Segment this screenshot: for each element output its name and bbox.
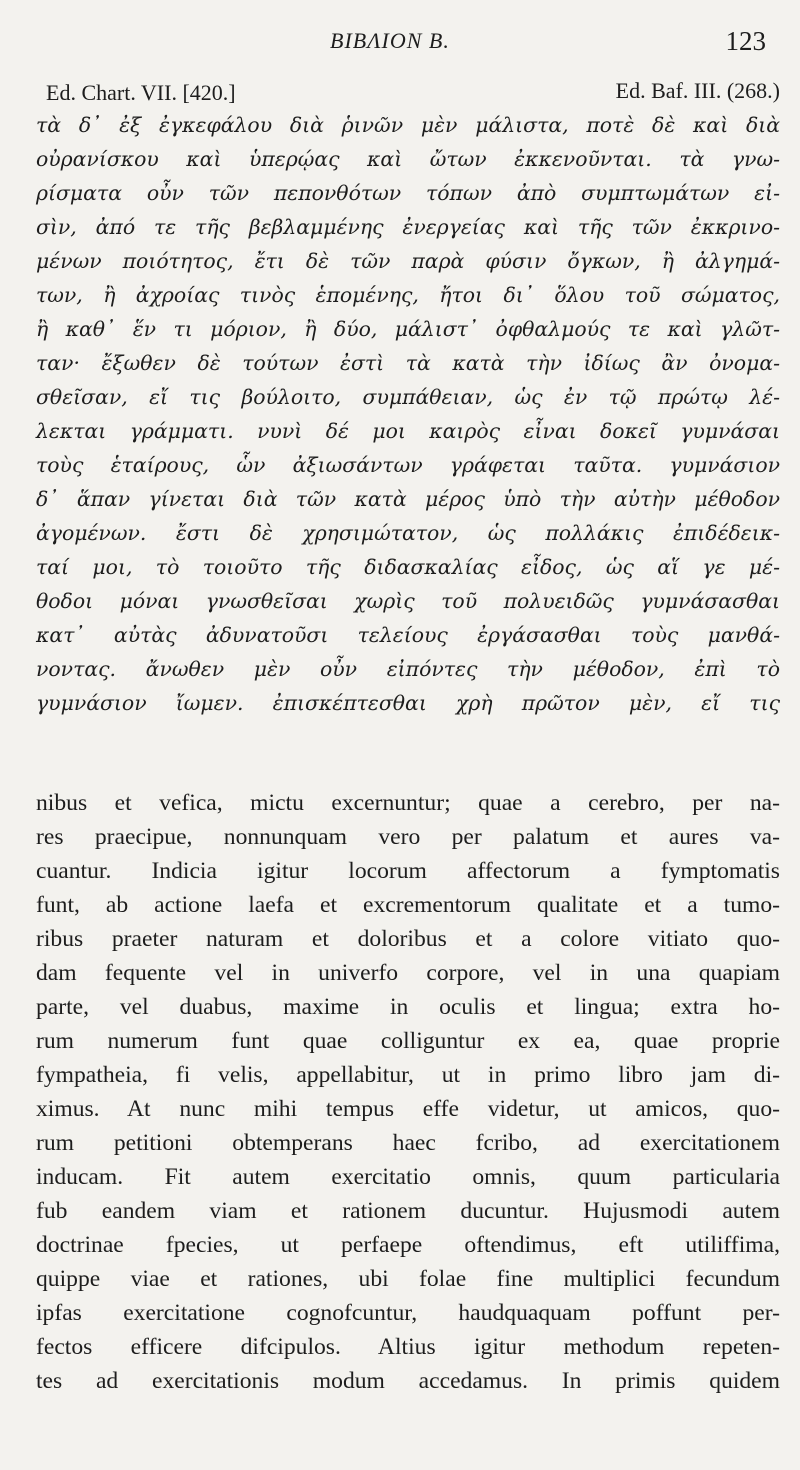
latin-text-line: fub eandem viam et rationem ducuntur. Hujusmodi autem: [36, 1198, 780, 1224]
edition-reference-left: Ed. Chart. VII. [420.]: [46, 80, 236, 105]
latin-text-line: rum numerum funt quae colliguntur ex ea, quae proprie: [36, 1028, 780, 1054]
greek-text-line: δ᾽ ἅπαν γίνεται διὰ τῶν κατὰ μέρος ὑπὸ τὴν αὐτὴν μέθοδον: [36, 487, 780, 511]
latin-text-line: quippe viae et rationes, ubi folae fine multiplici fecundum: [36, 1266, 780, 1292]
greek-text-line: κατ᾽ αὐτὰς ἀδυνατοῦσι τελείους ἐργάσασθαι τοὺς μανθά-: [36, 623, 780, 647]
latin-text-line: inducam. Fit autem exercitatio omnis, quum particularia: [36, 1164, 780, 1190]
latin-text-line: nibus et vefica, mictu excernuntur; quae a cerebro, per na-: [36, 790, 780, 816]
greek-text-line: σθεῖσαν, εἴ τις βούλοιτο, συμπάθειαν, ὡς ἐν τῷ πρώτῳ λέ-: [36, 385, 780, 409]
greek-text-line: των, ἢ ἀχροίας τινὸς ἑπομένης, ἤτοι δι᾽ ὅλου τοῦ σώματος,: [36, 283, 780, 307]
latin-text-line: fympatheia, fi velis, appellabitur, ut in primo libro jam di-: [36, 1062, 780, 1088]
latin-text-line: ipfas exercitatione cognofcuntur, haudquaquam poffunt per-: [36, 1300, 780, 1326]
greek-text-block: [36, 108, 780, 720]
latin-text-line: rum petitioni obtemperans haec fcribo, ad exercitationem: [36, 1130, 780, 1156]
running-title: BIBΛΙΟΝ B.: [330, 28, 450, 53]
latin-text-line: dam fequente vel in univerfo corpore, vel in una quapiam: [36, 960, 780, 986]
edition-reference-right: Ed. Baf. III. (268.): [615, 78, 780, 103]
latin-text-line: doctrinae fpecies, ut perfaepe oftendimus, eft utiliffima,: [36, 1232, 780, 1258]
greek-text-line: οὐρανίσκου καὶ ὑπερῴας καὶ ὤτων ἐκκενοῦνται. τὰ γνω-: [36, 147, 780, 171]
greek-text-line: ἢ καθ᾽ ἕν τι μόριον, ἢ δύο, μάλιστ᾽ ὀφθαλμούς τε καὶ γλῶτ-: [36, 317, 780, 341]
latin-text-line: tes ad exercitationis modum accedamus. In primis quidem: [36, 1368, 780, 1394]
greek-text-line: ταν· ἔξωθεν δὲ τούτων ἐστὶ τὰ κατὰ τὴν ἰδίως ἂν ὀνομα-: [36, 351, 780, 375]
greek-text-line: θοδοι μόναι γνωσθεῖσαι χωρὶς τοῦ πολυειδῶς γυμνάσασθαι: [36, 589, 780, 613]
latin-text-line: parte, vel duabus, maxime in oculis et lingua; extra ho-: [36, 994, 780, 1020]
greek-text-line: γυμνάσιον ἴωμεν. ἐπισκέπτεσθαι χρὴ πρῶτον μὲν, εἴ τις: [36, 691, 780, 715]
greek-text-line: ταί μοι, τὸ τοιοῦτο τῆς διδασκαλίας εἶδος, ὡς αἵ γε μέ-: [36, 555, 780, 579]
page-number: 123: [725, 26, 766, 56]
greek-text-line: μένων ποιότητος, ἔτι δὲ τῶν παρὰ φύσιν ὄγκων, ἢ ἀλγημά-: [36, 249, 780, 273]
latin-text-block: [36, 786, 780, 1398]
greek-text-line: νοντας. ἄνωθεν μὲν οὖν εἰπόντες τὴν μέθοδον, ἐπὶ τὸ: [36, 657, 780, 681]
greek-text-line: τὰ δ᾽ ἐξ ἐγκεφάλου διὰ ῥινῶν μὲν μάλιστα, ποτὲ δὲ καὶ διὰ: [36, 113, 780, 137]
latin-text-line: res praecipue, nonnunquam vero per palatum et aures va-: [36, 824, 780, 850]
greek-text-line: ρίσματα οὖν τῶν πεπονθότων τόπων ἀπὸ συμπτωμάτων εἰ-: [36, 181, 780, 205]
greek-text-line: σὶν, ἀπό τε τῆς βεβλαμμένης ἐνεργείας καὶ τῆς τῶν ἐκκρινο-: [36, 215, 780, 239]
latin-text-line: ximus. At nunc mihi tempus effe videtur, ut amicos, quo-: [36, 1096, 780, 1122]
greek-text-line: τοὺς ἑταίρους, ὧν ἀξιωσάντων γράφεται ταῦτα. γυμνάσιον: [36, 453, 780, 477]
greek-text-line: λεκται γράμματι. νυνὶ δέ μοι καιρὸς εἶναι δοκεῖ γυμνάσαι: [36, 419, 780, 443]
latin-text-line: ribus praeter naturam et doloribus et a colore vitiato quo-: [36, 926, 780, 952]
latin-text-line: fectos efficere difcipulos. Altius igitur methodum repeten-: [36, 1334, 780, 1360]
latin-text-line: cuantur. Indicia igitur locorum affectorum a fymptomatis: [36, 858, 780, 884]
latin-text-line: funt, ab actione laefa et excrementorum qualitate et a tumo-: [36, 892, 780, 918]
greek-text-line: ἀγομένων. ἔστι δὲ χρησιμώτατον, ὡς πολλάκις ἐπιδέδεικ-: [36, 521, 780, 545]
